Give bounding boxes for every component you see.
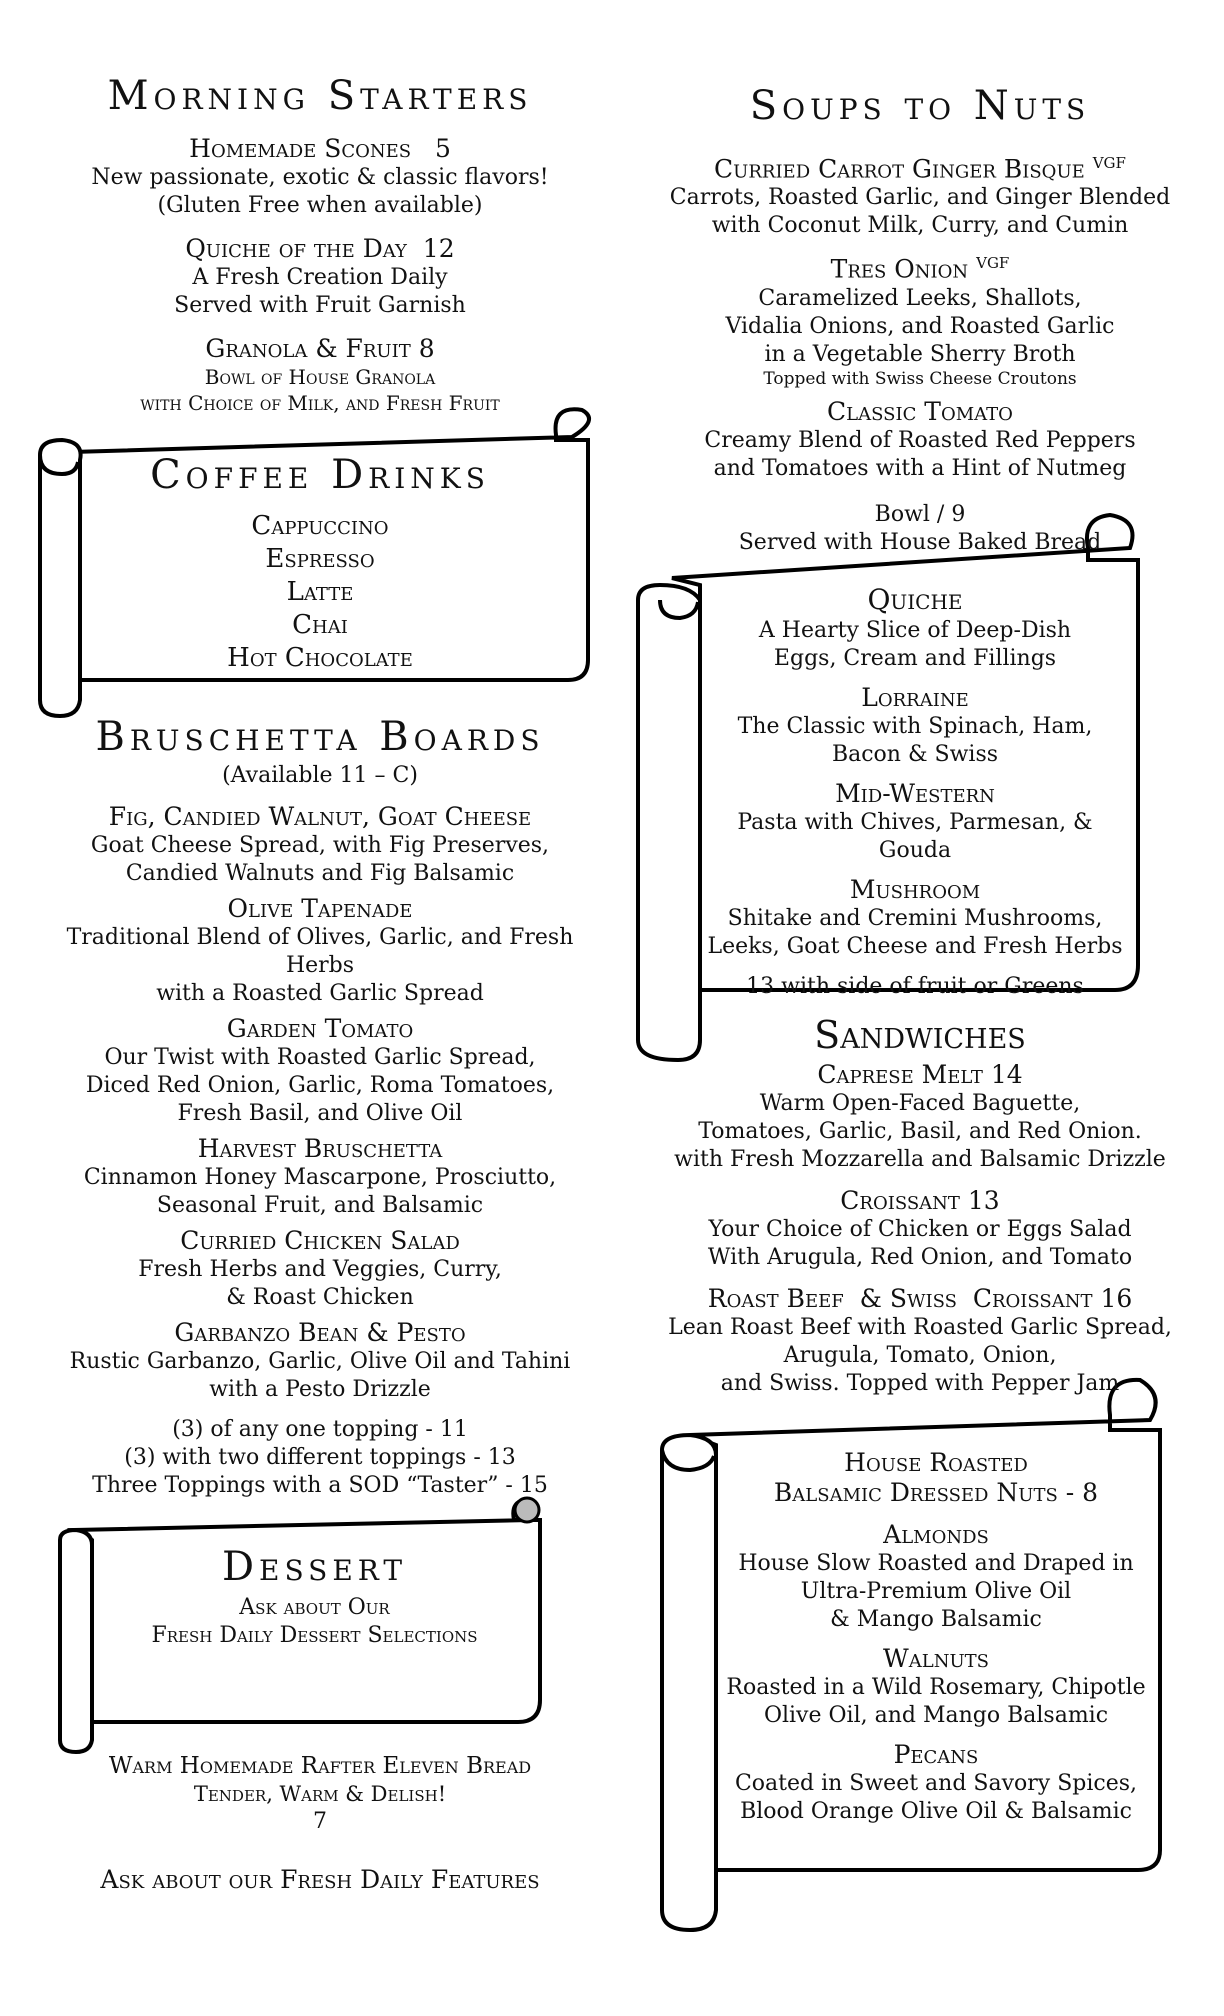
menu-item <box>640 248 1200 388</box>
bruschetta-section <box>40 712 600 1500</box>
morning-starters-section <box>40 72 600 416</box>
nuts-section <box>716 1448 1156 1826</box>
menu-item <box>40 1318 600 1404</box>
bread-price: 7 <box>313 1809 327 1834</box>
item-name: Mid-Western <box>835 779 995 808</box>
bread-name: Warm Homemade Rafter Eleven Bread <box>108 1753 532 1779</box>
item-line: A Fresh Creation Daily <box>192 265 448 290</box>
coffee-item: Espresso <box>265 544 375 574</box>
item-line: Cinnamon Honey Mascarpone, Prosciutto, <box>83 1165 557 1190</box>
item-name: Garden Tomato <box>226 1014 414 1043</box>
dietary-tag: VGF <box>976 254 1010 273</box>
coffee-drinks-title: Coffee Drinks <box>150 452 490 498</box>
item-line: Olive Oil, and Mango Balsamic <box>763 1703 1109 1728</box>
menu-item <box>40 1226 600 1312</box>
item-name: Pecans <box>893 1740 979 1769</box>
menu-item <box>640 1060 1200 1174</box>
item-line: with a Pesto Drizzle <box>209 1377 431 1402</box>
dietary-tag: VGF <box>1092 154 1126 172</box>
item-line: The Classic with Spinach, Ham, <box>737 714 1093 739</box>
menu-item <box>40 1134 600 1220</box>
item-line: Shitake and Cremini Mushrooms, <box>727 906 1103 931</box>
item-line: (Gluten Free when available) <box>157 193 483 218</box>
coffee-item: Chai <box>292 610 348 640</box>
item-line: House Slow Roasted and Draped in <box>738 1551 1134 1576</box>
item-line: Roasted in a Wild Rosemary, Chipotle <box>726 1675 1146 1700</box>
item-line: in a Vegetable Sherry Broth <box>764 341 1076 367</box>
nuts-title: House Roasted <box>844 1448 1028 1477</box>
item-line: New passionate, exotic & classic flavors! <box>91 165 549 190</box>
coffee-item: Cappuccino <box>251 511 389 541</box>
item-name: Croissant <box>840 1186 960 1215</box>
item-name: Quiche of the Day <box>185 234 407 263</box>
item-name: Lorraine <box>861 683 969 712</box>
menu-item <box>640 397 1200 483</box>
item-line: Vidalia Onions, and Roasted Garlic <box>725 313 1115 339</box>
menu-item <box>40 1014 600 1128</box>
menu-item <box>40 134 600 220</box>
item-line: & Mango Balsamic <box>830 1607 1042 1632</box>
item-name: Mushroom <box>849 875 981 904</box>
dessert-line: Fresh Daily Dessert Selections <box>151 1623 478 1648</box>
item-price: 16 <box>1100 1284 1133 1313</box>
pricing-line: (3) with two different toppings - 13 <box>124 1445 516 1470</box>
bruschetta-subtitle: (Available 11 – C) <box>222 763 418 788</box>
item-name: Curried Chicken Salad <box>180 1226 460 1255</box>
item-line: Fresh Herbs and Veggies, Curry, <box>138 1257 502 1282</box>
item-line: and Tomatoes with a Hint of Nutmeg <box>713 455 1127 481</box>
item-note: Topped with Swiss Cheese Croutons <box>763 368 1077 389</box>
item-name: Almonds <box>883 1520 989 1549</box>
item-line: & Roast Chicken <box>226 1285 414 1310</box>
bread-line: Tender, Warm & Delish! <box>193 1782 447 1806</box>
item-line: Bacon & Swiss <box>831 742 999 767</box>
menu-item <box>640 148 1200 240</box>
menu-item <box>640 1284 1200 1398</box>
dessert-title: Dessert <box>221 1544 408 1590</box>
morning-starters-title: Morning Starters <box>107 73 533 119</box>
item-line: Carrots, Roasted Garlic, and Ginger Blended <box>669 185 1171 211</box>
item-price: 13 <box>967 1186 1000 1215</box>
menu-item <box>640 1186 1200 1272</box>
bruschetta-title: Bruschetta Boards <box>95 714 545 760</box>
item-line: Pasta with Chives, Parmesan, & Gouda <box>737 810 1093 863</box>
item-line: and Swiss. Topped with Pepper Jam <box>720 1371 1120 1396</box>
dessert-line: Ask about Our <box>239 1595 390 1620</box>
item-name: Tres Onion <box>830 254 969 284</box>
bowl-price: Bowl / 9 <box>874 501 966 527</box>
bowl-note: Served with House Baked Bread <box>738 529 1102 555</box>
pricing-line: Three Toppings with a SOD “Taster” - 15 <box>92 1473 548 1498</box>
item-line: with Fresh Mozzarella and Balsamic Drizzle <box>674 1147 1166 1172</box>
item-name: Fig, Candied Walnut, Goat Cheese <box>108 802 532 831</box>
item-line: with Coconut Milk, Curry, and Cumin <box>711 213 1129 239</box>
item-line: Leeks, Goat Cheese and Fresh Herbs <box>707 934 1123 959</box>
item-name: Caprese Melt <box>817 1060 983 1089</box>
item-line: Candied Walnuts and Fig Balsamic <box>125 861 515 886</box>
item-price: 8 <box>418 334 435 363</box>
item-name: Curried Carrot Ginger Bisque <box>714 154 1085 184</box>
soups-section <box>640 80 1200 557</box>
item-name: Classic Tomato <box>827 396 1013 426</box>
menu-item <box>40 234 600 320</box>
item-line: Caramelized Leeks, Shallots, <box>758 285 1082 311</box>
item-line: Arugula, Tomato, Onion, <box>783 1343 1057 1368</box>
item-line: With Arugula, Red Onion, and Tomato <box>707 1245 1133 1270</box>
item-line: Warm Open-Faced Baguette, <box>759 1091 1081 1116</box>
soups-title: Soups to Nuts <box>749 83 1091 129</box>
item-line: Creamy Blend of Roasted Red Peppers <box>704 427 1136 453</box>
menu-item <box>40 802 600 888</box>
dessert-section <box>92 1540 537 1650</box>
item-name: Olive Tapenade <box>227 894 413 923</box>
menu-item <box>40 894 600 1008</box>
item-line: Diced Red Onion, Garlic, Roma Tomatoes, <box>85 1073 555 1098</box>
item-line: Served with Fruit Garnish <box>174 293 466 318</box>
bread-section <box>40 1752 600 1894</box>
quiche-intro: Eggs, Cream and Fillings <box>773 646 1057 671</box>
quiche-title: Quiche <box>867 583 963 616</box>
item-name: Harvest Bruschetta <box>197 1134 443 1163</box>
quiche-price: 13 with side of fruit or Greens <box>746 974 1084 999</box>
pricing-line: (3) of any one topping - 11 <box>172 1417 468 1442</box>
item-line: Tomatoes, Garlic, Basil, and Red Onion. <box>698 1119 1142 1144</box>
item-name: Garbanzo Bean & Pesto <box>174 1318 466 1347</box>
item-line: with a Roasted Garlic Spread <box>156 981 484 1006</box>
item-name: Granola & Fruit <box>205 334 411 363</box>
item-line: Coated in Sweet and Savory Spices, <box>734 1771 1138 1796</box>
item-line: Bowl of House Granola <box>204 365 436 389</box>
item-name: Homemade Scones <box>189 134 412 163</box>
item-line: with Choice of Milk, and Fresh Fruit <box>140 391 500 415</box>
sandwiches-title: Sandwiches <box>814 1013 1026 1057</box>
item-line: Seasonal Fruit, and Balsamic <box>156 1193 484 1218</box>
quiche-section <box>700 583 1130 1001</box>
item-line: Traditional Blend of Olives, Garlic, and Fresh Herbs <box>66 925 574 978</box>
coffee-drinks-section <box>80 450 560 675</box>
item-line: Blood Orange Olive Oil & Balsamic <box>740 1799 1132 1824</box>
item-price: 14 <box>990 1060 1023 1089</box>
item-price: 12 <box>422 234 455 263</box>
item-line: Fresh Basil, and Olive Oil <box>177 1101 463 1126</box>
item-line: Rustic Garbanzo, Garlic, Olive Oil and Tahini <box>69 1349 571 1374</box>
coffee-item: Latte <box>286 577 354 607</box>
menu-item <box>40 334 600 416</box>
nuts-title: Balsamic Dressed Nuts - 8 <box>773 1478 1099 1507</box>
daily-features: Ask about our Fresh Daily Features <box>100 1865 540 1894</box>
coffee-item: Hot Chocolate <box>227 643 413 673</box>
item-name: Roast Beef & Swiss Croissant <box>707 1284 1093 1313</box>
item-line: Lean Roast Beef with Roasted Garlic Spread, <box>668 1315 1172 1340</box>
item-line: Our Twist with Roasted Garlic Spread, <box>104 1045 536 1070</box>
item-line: Your Choice of Chicken or Eggs Salad <box>708 1217 1132 1242</box>
item-line: Goat Cheese Spread, with Fig Preserves, <box>90 833 550 858</box>
item-line: Ultra-Premium Olive Oil <box>800 1579 1072 1604</box>
sandwiches-section <box>640 1010 1200 1398</box>
item-name: Walnuts <box>883 1644 989 1673</box>
item-price: 5 <box>434 134 451 163</box>
quiche-intro: A Hearty Slice of Deep-Dish <box>758 618 1072 643</box>
